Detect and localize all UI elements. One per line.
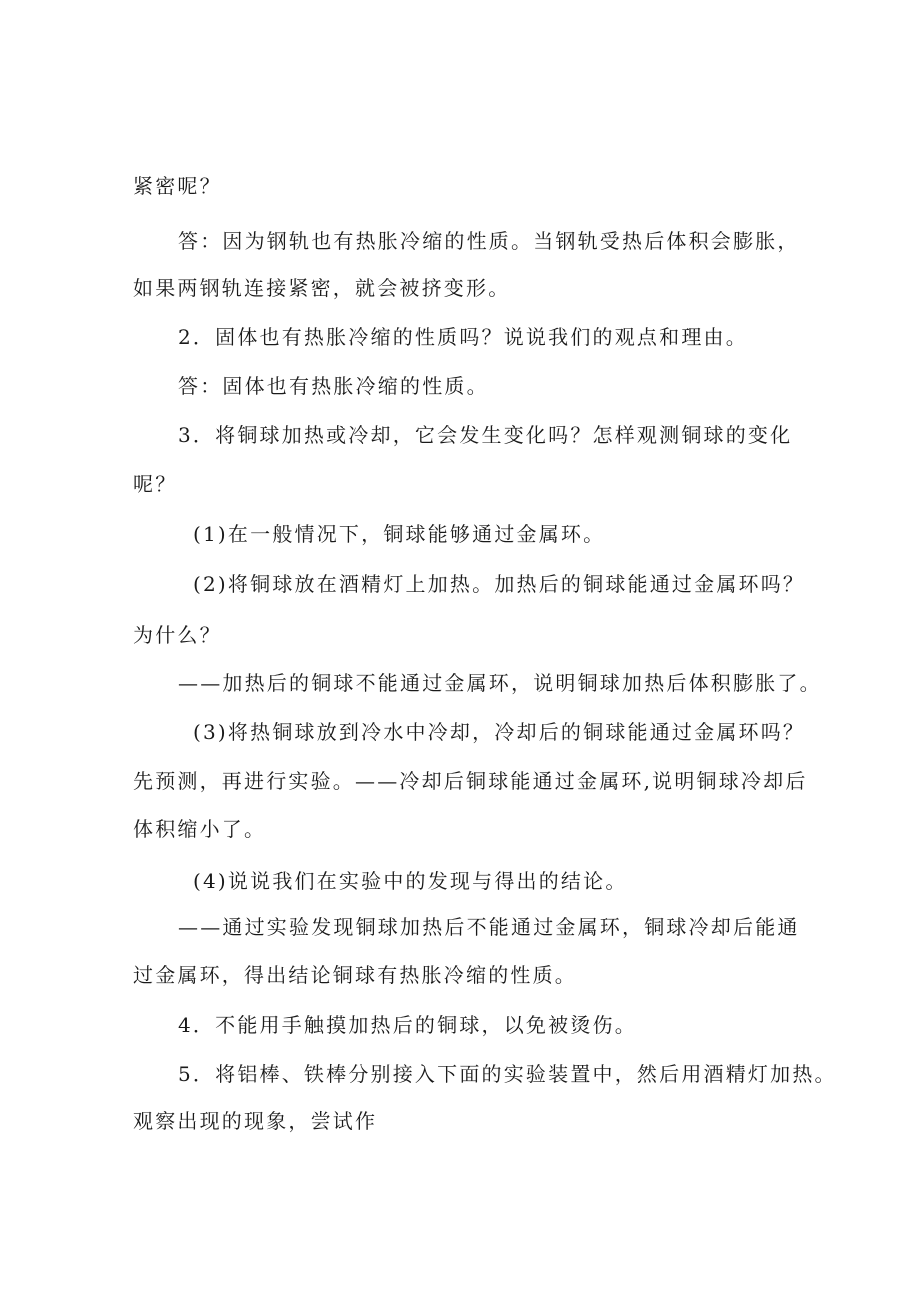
text-line-9: (2)将铜球放在酒精灯上加热。加热后的铜球能通过金属环吗？	[193, 572, 806, 596]
text-line-8: (1)在一般情况下，铜球能够通过金属环。	[193, 522, 606, 546]
text-line-12: (3)将热铜球放到冷水中冷却，冷却后的铜球能通过金属环吗？	[193, 720, 806, 744]
text-line-13: 先预测，再进行实验。——冷却后铜球能通过金属环,说明铜球冷却后	[133, 769, 808, 793]
text-line-4: 2．固体也有热胀冷缩的性质吗？说说我们的观点和理由。	[178, 325, 748, 349]
text-line-1: 紧密呢？	[133, 174, 222, 198]
text-line-6: 3．将铜球加热或冷却，它会发生变化吗？怎样观测铜球的变化	[178, 423, 793, 447]
text-line-17: 过金属环，得出结论铜球有热胀冷缩的性质。	[133, 963, 577, 987]
text-line-18: 4．不能用手触摸加热后的铜球，以免被烫伤。	[178, 1013, 637, 1037]
text-line-19: 5．将铝棒、铁棒分别接入下面的实验装置中，然后用酒精灯加热。	[178, 1062, 837, 1086]
text-line-3: 如果两钢轨连接紧密，就会被挤变形。	[133, 276, 511, 300]
text-line-7: 呢？	[133, 472, 178, 496]
text-line-14: 体积缩小了。	[133, 817, 267, 841]
text-line-15: (4)说说我们在实验中的发现与得出的结论。	[193, 869, 628, 893]
text-line-11: ——加热后的铜球不能通过金属环，说明铜球加热后体积膨胀了。	[178, 671, 822, 695]
text-line-20: 观察出现的现象，尝试作	[133, 1109, 378, 1133]
text-line-5: 答：固体也有热胀冷缩的性质。	[178, 374, 489, 398]
text-line-2: 答：因为钢轨也有热胀冷缩的性质。当钢轨受热后体积会膨胀，	[178, 229, 800, 253]
text-line-10: 为什么？	[133, 623, 222, 647]
text-line-16: ——通过实验发现铜球加热后不能通过金属环，铜球冷却后能通	[178, 915, 800, 939]
